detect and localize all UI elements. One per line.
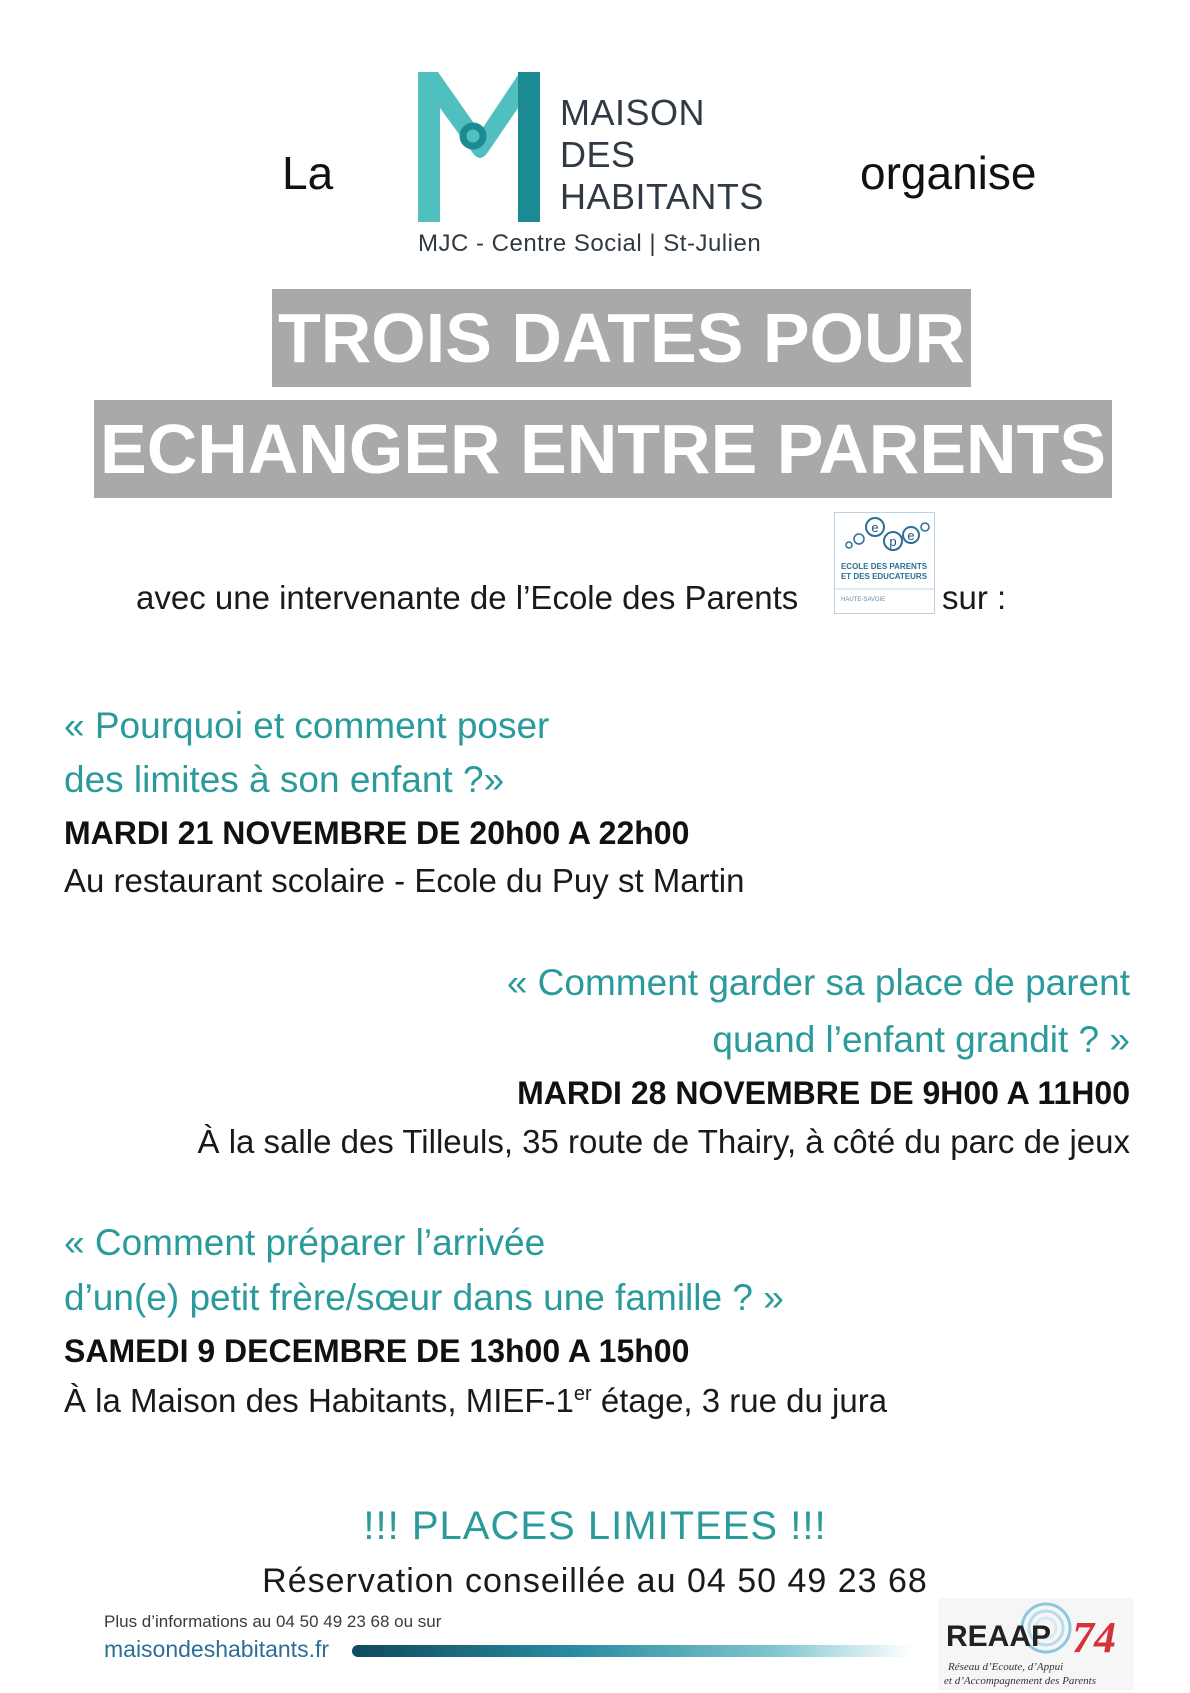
more-info-text: Plus d’informations au 04 50 49 23 68 ou sur [104,1612,442,1631]
intro-text: avec une intervenante de l’Ecole des Parents [136,579,799,616]
event1-place: Au restaurant scolaire - Ecole du Puy st Martin [64,862,745,899]
logo-wordmark [560,92,764,218]
epe-letter-p: p [889,534,897,549]
decorative-gradient-bar [352,1645,912,1657]
event1-question-line1: « Pourquoi et comment poser [64,705,550,746]
event2-place: À la salle des Tilleuls, 35 route de Thairy, à côté du parc de jeux [197,1123,1130,1160]
event2-question-line1: « Comment garder sa place de parent [506,962,1130,1003]
epe-logo-graphic [835,513,934,613]
epe-letter-e2: e [907,528,915,543]
reaap74-logo [938,1598,1134,1690]
logo-subtitle: MJC - Centre Social | St-Julien [418,230,762,257]
website-link[interactable]: maisondeshabitants.fr [104,1636,330,1662]
epe-line1: ECOLE DES PARENTS [840,562,928,571]
event2-date: MARDI 28 NOVEMBRE DE 9H00 A 11H00 [517,1075,1130,1111]
event3-question-line1: « Comment préparer l’arrivée [64,1222,546,1263]
epe-region: HAUTE-SAVOIE [841,597,886,603]
reaap-name: REAAP [946,1620,1052,1653]
event3-place-part2: étage, 3 rue du jura [591,1382,888,1419]
epe-line2: ET DES EDUCATEURS [840,572,928,581]
intro-organise: organise [860,147,1037,199]
event2-question-line2: quand l’enfant grandit ? » [712,1019,1130,1060]
logo-line-maison: MAISON [560,92,706,133]
intro-la: La [282,147,334,199]
title-line-2: ECHANGER ENTRE PARENTS [94,400,1112,498]
event3-place [64,1382,887,1420]
reaap-logo-graphic [938,1598,1134,1690]
epe-letter-e1: e [871,520,879,535]
event3-place-superscript: er [573,1383,592,1405]
event3-date: SAMEDI 9 DECEMBRE DE 13h00 A 15h00 [64,1333,690,1369]
reaap-tagline1: Réseau d’Ecoute, d’Appui [948,1661,1064,1673]
intro-sur: sur : [942,579,1007,616]
title-line-1: TROIS DATES POUR [272,289,971,387]
reservation-text: Réservation conseillée au 04 50 49 23 68 [262,1562,928,1600]
reaap-tagline2: et d’Accompagnement des Parents [944,1675,1097,1687]
ecole-des-parents-logo [834,512,935,614]
event3-place-part1: À la Maison des Habitants, MIEF-1 [64,1382,574,1419]
maison-des-habitants-logo-mark [418,72,543,224]
logo-line-des: DES [560,134,636,175]
event3-question-line2: d’un(e) petit frère/sœur dans une famille ? » [64,1277,784,1318]
event1-question-line2: des limites à son enfant ?» [64,759,505,800]
logo-line-habitants: HABITANTS [560,176,764,217]
places-limitees: !!! PLACES LIMITEES !!! [363,1504,827,1548]
reaap-number: 74 [1072,1613,1116,1662]
event1-date: MARDI 21 NOVEMBRE DE 20h00 A 22h00 [64,815,690,851]
